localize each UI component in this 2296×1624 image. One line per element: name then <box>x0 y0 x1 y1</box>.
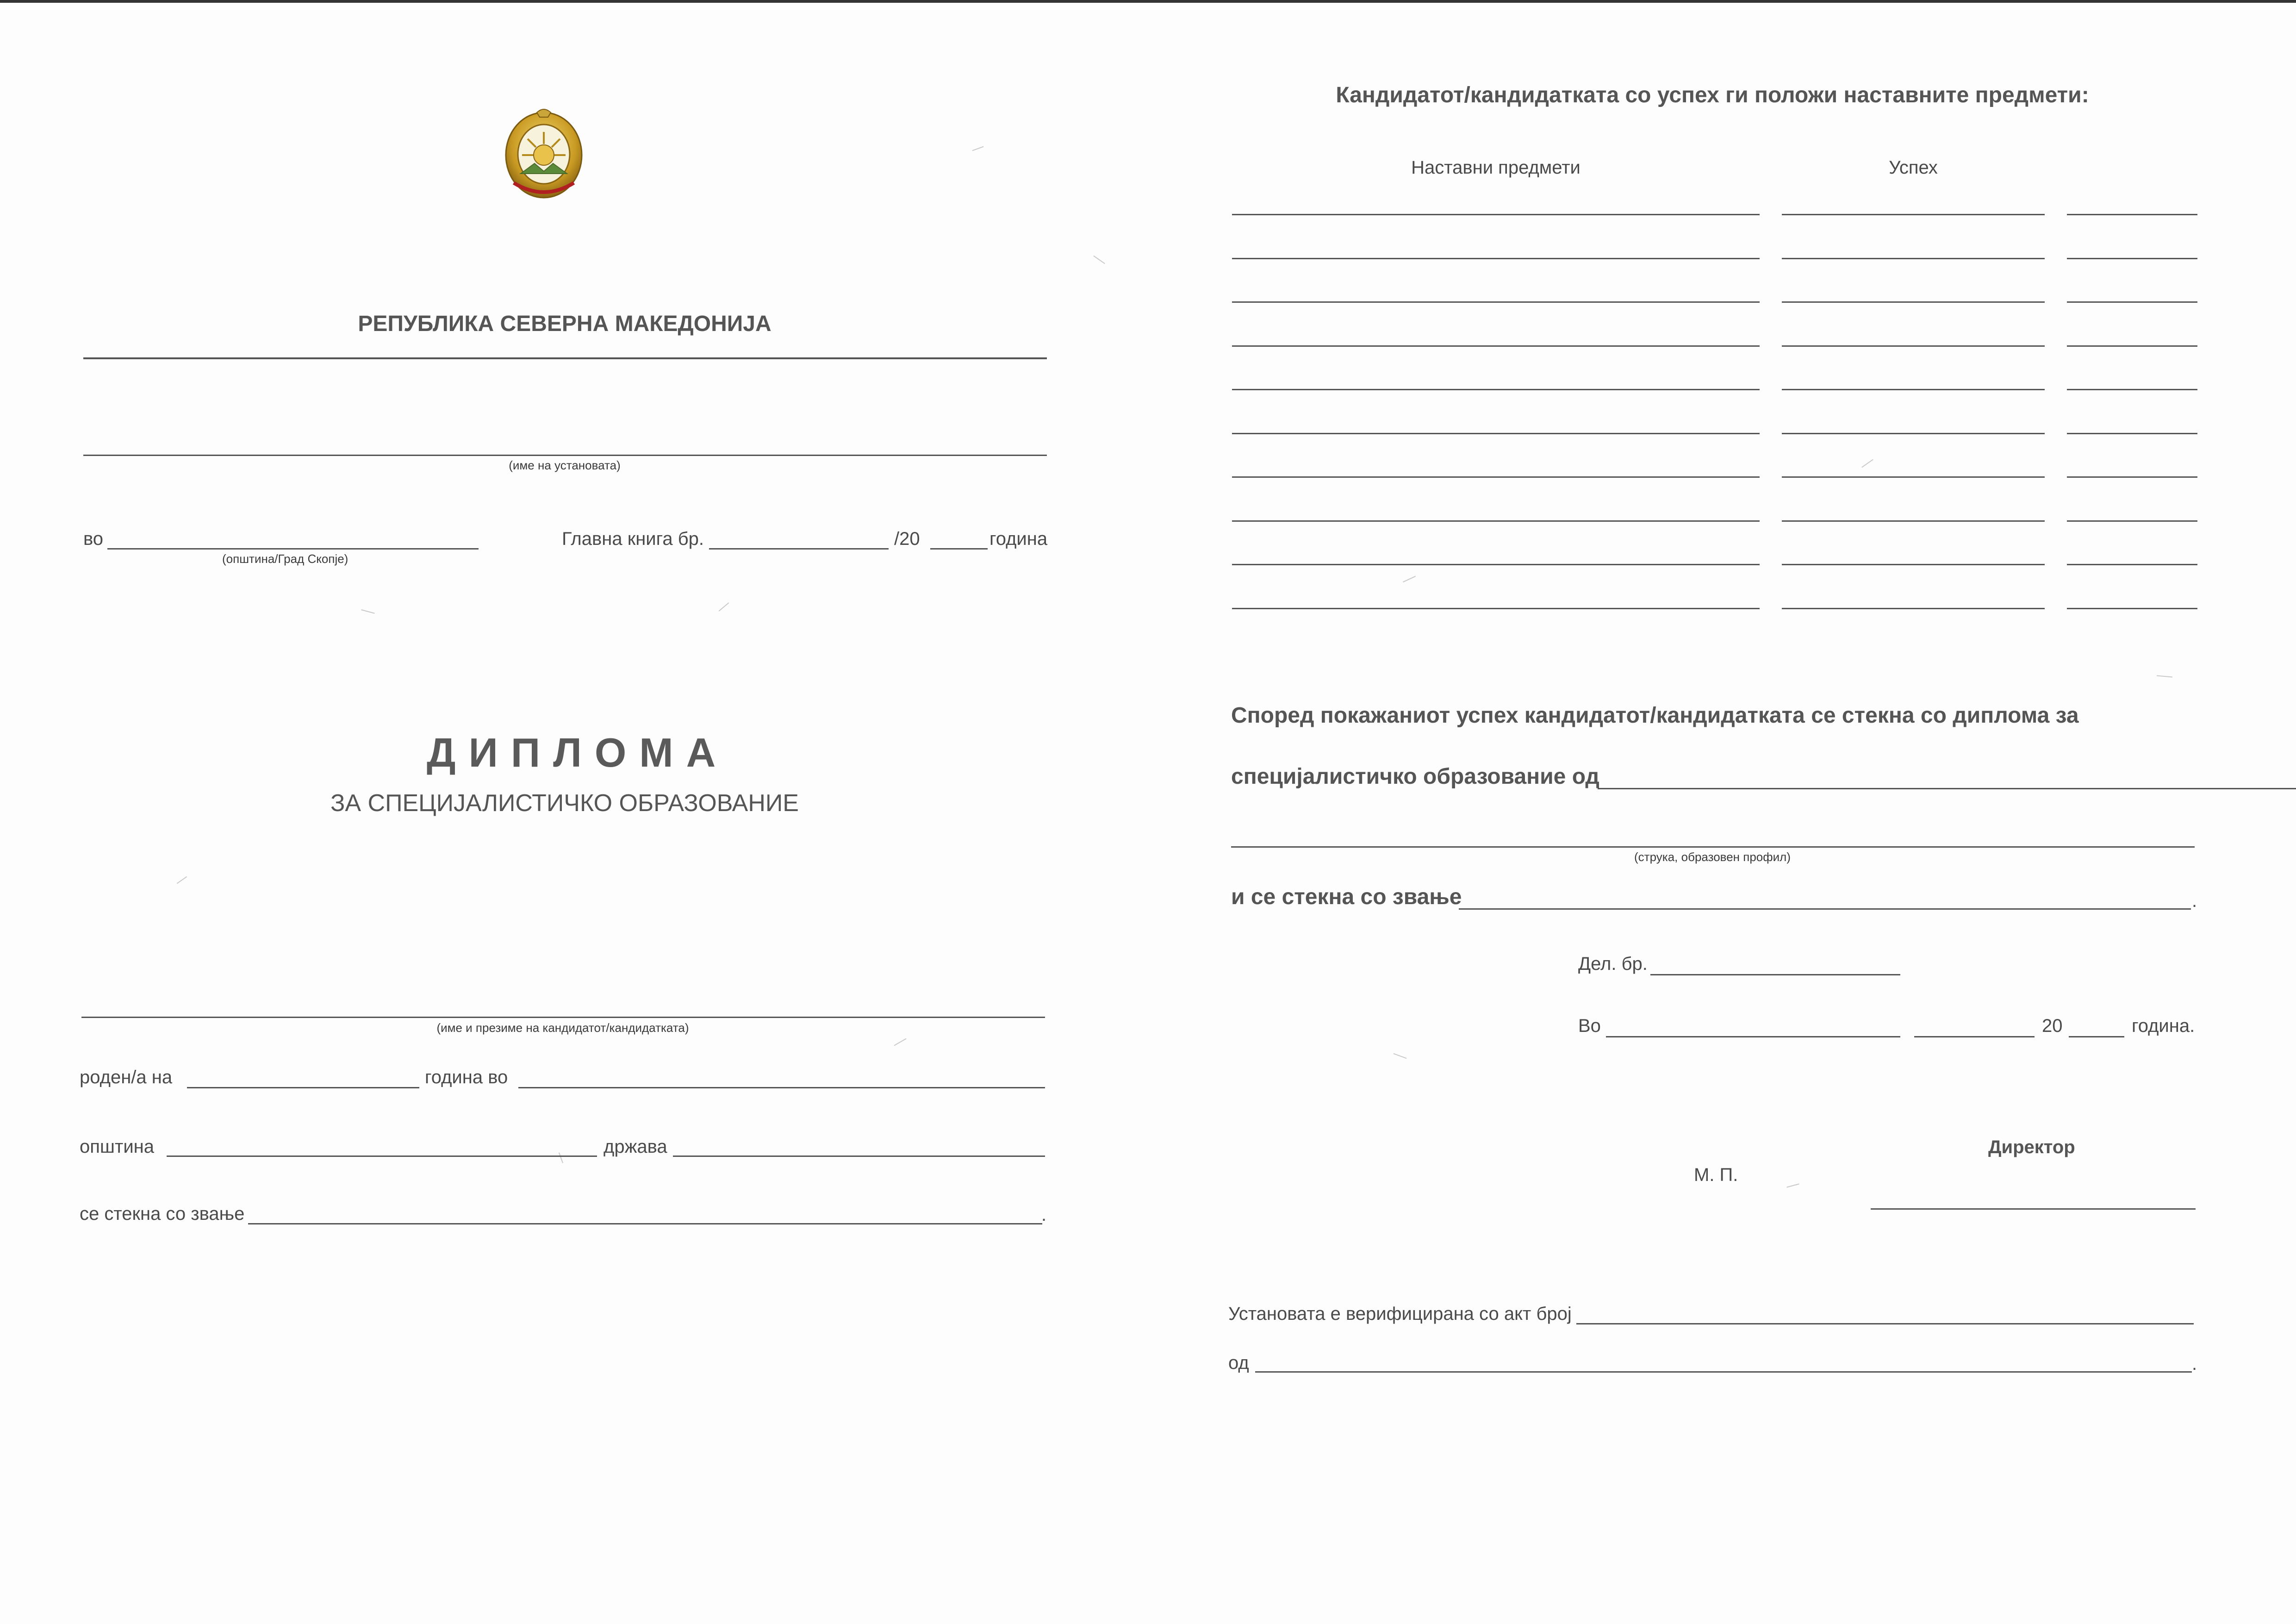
institution-caption: (име на установата) <box>509 458 621 472</box>
title-label: се стекна со звање <box>80 1204 245 1224</box>
institution-name-line[interactable] <box>83 455 1047 456</box>
diploma-subtitle: ЗА СПЕЦИЈАЛИСТИЧКО ОБРАЗОВАНИЕ <box>330 790 799 817</box>
verification-act-line[interactable] <box>1576 1323 2194 1324</box>
candidate-name-line[interactable] <box>81 1017 1045 1018</box>
born-label: роден/а на <box>80 1067 173 1087</box>
coat-of-arms-emblem <box>500 104 588 201</box>
country-title: РЕПУБЛИКА СЕВЕРНА МАКЕДОНИЈА <box>358 312 772 336</box>
stamp-label: М. П. <box>1694 1165 1738 1185</box>
in-label: во <box>83 529 104 549</box>
place-label: Во <box>1578 1016 1601 1036</box>
date-year-suffix-line[interactable] <box>2069 1036 2124 1037</box>
acquired-title-label: и се стекна со звање <box>1231 885 1462 909</box>
field-caption: (струка, образовен профил) <box>1634 850 1791 864</box>
verification-from-label: од <box>1228 1353 1249 1373</box>
date-year-prefix: 20 <box>2042 1016 2063 1036</box>
subject-grade-line[interactable] <box>2067 214 2197 215</box>
subject-grade-line[interactable] <box>2067 608 2197 609</box>
birth-date-line[interactable] <box>187 1087 419 1088</box>
subject-grade-line[interactable] <box>2067 476 2197 478</box>
director-label: Директор <box>1988 1137 2075 1157</box>
del-number-label: Дел. бр. <box>1578 954 1648 974</box>
director-signature-line[interactable] <box>1871 1208 2196 1210</box>
subject-name-line[interactable] <box>1232 301 1760 303</box>
municipality-line[interactable] <box>107 548 479 550</box>
acquired-title-line[interactable] <box>1459 908 2191 910</box>
subject-name-line[interactable] <box>1232 608 1760 609</box>
statement-line2: специјалистичко образование од <box>1231 764 1599 789</box>
subject-success-line[interactable] <box>1782 389 2045 390</box>
education-field-line-2[interactable] <box>1231 846 2195 848</box>
subject-name-line[interactable] <box>1232 258 1760 259</box>
municipality-caption: (општина/Град Скопје) <box>222 552 348 566</box>
birth-municipality-line[interactable] <box>167 1156 597 1157</box>
main-book-label: Главна книга бр. <box>562 529 704 549</box>
del-number-line[interactable] <box>1650 974 1900 975</box>
born-year-label: година во <box>425 1067 508 1087</box>
subject-success-line[interactable] <box>1782 433 2045 434</box>
year-suffix-line[interactable] <box>930 548 988 550</box>
subject-name-line[interactable] <box>1232 345 1760 347</box>
subject-name-line[interactable] <box>1232 476 1760 478</box>
municipality-label: општина <box>80 1137 154 1157</box>
title-end-period: . <box>1041 1205 1047 1225</box>
subject-success-line[interactable] <box>1782 345 2045 347</box>
place-line[interactable] <box>1606 1036 1900 1037</box>
date-line[interactable] <box>1914 1036 2035 1037</box>
subject-name-line[interactable] <box>1232 389 1760 390</box>
birth-country-line[interactable] <box>673 1156 1045 1157</box>
date-year-label: година. <box>2132 1016 2195 1036</box>
subject-success-line[interactable] <box>1782 258 2045 259</box>
right-page <box>1148 0 2296 1624</box>
col-success-header: Успех <box>1889 157 1938 178</box>
subject-name-line[interactable] <box>1232 214 1760 215</box>
col-subjects-header: Наставни предмети <box>1411 157 1580 178</box>
diploma-title: ДИПЛОМА <box>426 730 729 775</box>
subjects-heading: Кандидатот/кандидатката со успех ги положи наставните предмети: <box>1336 83 2089 107</box>
subject-success-line[interactable] <box>1782 214 2045 215</box>
subject-success-line[interactable] <box>1782 564 2045 565</box>
main-book-number-line[interactable] <box>709 548 889 550</box>
subject-name-line[interactable] <box>1232 564 1760 565</box>
subject-grade-line[interactable] <box>2067 301 2197 303</box>
candidate-caption: (име и презиме на кандидатот/кандидатката) <box>436 1021 689 1035</box>
year-label: година <box>989 529 1048 549</box>
education-field-line[interactable] <box>1598 788 2296 789</box>
birth-place-line[interactable] <box>518 1087 1045 1088</box>
verification-date-line[interactable] <box>1255 1371 2192 1373</box>
subject-grade-line[interactable] <box>2067 520 2197 522</box>
verified-label: Установата е верифицирана со акт број <box>1228 1304 1572 1324</box>
country-title-rule <box>83 357 1047 359</box>
subject-grade-line[interactable] <box>2067 433 2197 434</box>
verification-end-period: . <box>2192 1354 2197 1374</box>
subject-success-line[interactable] <box>1782 301 2045 303</box>
subject-grade-line[interactable] <box>2067 258 2197 259</box>
country-label: држава <box>604 1137 667 1157</box>
professional-title-line[interactable] <box>248 1223 1042 1224</box>
subject-success-line[interactable] <box>1782 476 2045 478</box>
subject-name-line[interactable] <box>1232 433 1760 434</box>
year-prefix: /20 <box>894 529 920 549</box>
subject-grade-line[interactable] <box>2067 345 2197 347</box>
subject-grade-line[interactable] <box>2067 564 2197 565</box>
subject-success-line[interactable] <box>1782 608 2045 609</box>
subject-name-line[interactable] <box>1232 520 1760 522</box>
subject-success-line[interactable] <box>1782 520 2045 522</box>
subject-grade-line[interactable] <box>2067 389 2197 390</box>
statement-line1: Според покажаниот успех кандидатот/кандидатката се стекна со диплома за <box>1231 703 2079 728</box>
acquired-title-period: . <box>2192 891 2197 911</box>
